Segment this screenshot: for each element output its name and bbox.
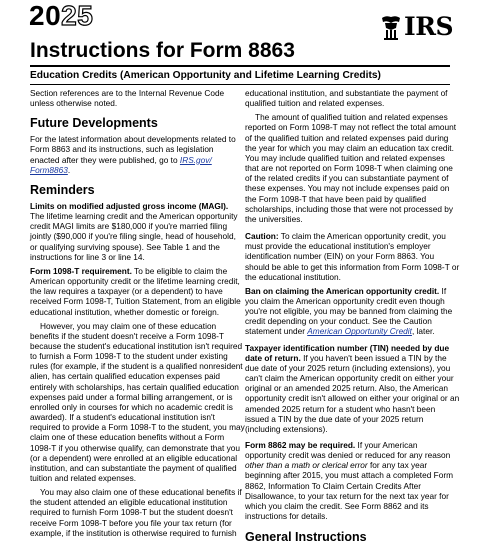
text-line: You may include qualified tuition and related expenses — [245, 152, 445, 163]
text-line: the student attended an eligible educational institution — [30, 497, 228, 508]
text-line: (including extensions). — [245, 423, 328, 434]
text-line: opportunity credit isn't allowed on either your original or an — [245, 393, 460, 404]
text-line: educational institution, and substantiate the payment of — [245, 88, 448, 98]
right-column — [245, 88, 460, 548]
text-line — [245, 440, 451, 450]
text-span: enacted after they were published, go to — [30, 154, 178, 165]
title-rule — [30, 65, 450, 67]
text-line: the law requires a taxpayer (or a dependent) to have — [30, 286, 223, 297]
text-line: Form 8863 and its instructions, such as legislation — [30, 144, 214, 155]
text-line: the educational institution. — [245, 271, 341, 282]
text-line: of the related credits if you can substantiate payment of — [245, 173, 449, 184]
text-line: tuition and related expenses. — [30, 473, 137, 483]
also-paragraph — [30, 487, 242, 538]
heading-reminders: Reminders — [30, 182, 95, 197]
text-line — [30, 155, 236, 165]
text-line: instructions for details. — [245, 511, 328, 522]
text-line: due date of your 2025 return (including extensions), you — [245, 362, 451, 373]
irs-logo — [380, 12, 453, 42]
text-line: opportunity credit was denied or reduced for any reason — [245, 450, 451, 461]
text-line: received Form 1098-T, Tuition Statement, from an eligible — [30, 296, 241, 307]
text-line: or qualifying surviving spouse). See Table 1 and the — [30, 241, 220, 252]
requirement-paragraph — [30, 265, 241, 317]
text-line — [245, 343, 451, 353]
text-line: American opportunity credit or the lifetime learning credit, — [30, 276, 240, 287]
text-line: should be able to get this information from Form 1098-T or — [245, 261, 460, 272]
form-year — [29, 1, 93, 31]
year-solid: 20 — [29, 0, 62, 31]
however-paragraph — [30, 320, 245, 484]
text-line — [245, 353, 451, 363]
subtitle-rule — [30, 84, 450, 85]
irs-wordmark: IRS — [404, 12, 454, 41]
irs-form8863-link-cont[interactable]: Form8863 — [30, 164, 68, 175]
left-column — [30, 88, 245, 542]
magi-paragraph — [30, 201, 236, 262]
tin-heading: Taxpayer identification number (TIN) needed by due — [245, 342, 450, 353]
requirement-heading: Form 1098-T requirement. — [30, 265, 132, 276]
caution-paragraph — [245, 231, 460, 282]
text-line: 1098-T if you otherwise qualify, can demonstrate that you — [30, 442, 240, 453]
irs-eagle-icon — [380, 14, 402, 40]
text-line: 8862, Information To Claim Certain Credits After — [245, 480, 422, 491]
magi-heading: Limits on modified adjusted gross income (MAGI). — [30, 200, 229, 211]
text-line: can't claim the American opportunity credit on either your — [245, 373, 454, 384]
text-line — [245, 326, 451, 336]
amount-paragraph — [245, 112, 457, 224]
text-line: identification number (EIN) on your Form 8863. You — [245, 251, 435, 262]
text-line: However, you may claim one of these education — [40, 320, 217, 331]
text-line: credit depending on your conduct. See the Caution — [245, 316, 432, 327]
text-line: the year for which you may claim an education tax credit. — [245, 142, 454, 153]
text-line — [245, 286, 451, 296]
intro-paragraph — [30, 88, 236, 108]
text-line: instructions for line 3 or line 14. — [30, 251, 145, 262]
form8862-heading: Form 8862 may be required. — [245, 440, 356, 450]
text-span: If your American — [355, 440, 418, 450]
text-line: institution, and can substantiate the payment of qualified — [30, 462, 237, 473]
text-line: you claim the American opportunity credit even though — [245, 295, 445, 306]
irs-form8863-link[interactable]: IRS.gov/ — [179, 154, 212, 165]
text-line: required to furnish Form 1098-T but the student doesn't — [30, 507, 233, 518]
continued-paragraph — [245, 88, 451, 108]
caution-label: Caution: — [245, 231, 279, 242]
ban-heading: Ban on claiming the American opportunity credit. — [245, 285, 440, 296]
text-span: To be eligible to claim the — [131, 265, 228, 276]
tin-paragraph — [245, 342, 460, 434]
text-line: the universities. — [245, 213, 303, 224]
text-line: The amount of qualified tuition and related expenses — [255, 112, 448, 123]
text-line — [245, 460, 451, 470]
heading-future-developments: Future Developments — [30, 116, 158, 131]
text-line: that are not reported on Form 1098-T when claiming one — [245, 163, 453, 174]
text-line: Disallowance, to your tax return for the next tax year for — [245, 490, 449, 501]
text-span: statement under — [245, 326, 308, 337]
text-line: Form8863. — [30, 164, 71, 175]
aoc-link[interactable]: American Opportunity Credit — [307, 326, 412, 337]
text-line: example, if the institution is otherwise required to furnish — [30, 527, 237, 538]
text-line: educational institution, whether domestic or foreign. — [30, 306, 220, 317]
text-line: reported on Form 1098-T may not reflect the total amount — [245, 122, 457, 133]
text-line: of the qualified tuition and related expenses paid during — [245, 132, 449, 143]
text-line: which you claim the credit. See Form 8862 and its — [245, 500, 429, 511]
text-line: The lifetime learning credit and the American opportunity — [30, 211, 238, 222]
text-line — [245, 231, 451, 241]
text-line: issued a TIN by the due date of your 2025 return — [245, 413, 424, 424]
text-line: receive Form 1098-T before you file your tax return (for — [30, 517, 232, 528]
text-line: alien, has certain qualified education expenses paid — [30, 371, 221, 382]
text-line: For the latest information about developments related to — [30, 134, 236, 145]
italic-span: other than a math or clerical error — [245, 460, 368, 471]
text-line: benefits if the student doesn't receive a Form 1098-T — [30, 330, 224, 341]
text-line: you're not eligible, you may be banned from claiming the — [245, 306, 453, 317]
text-line: rules (for example, if the student is a qualified nonresident — [30, 361, 243, 372]
text-line: claim one of these education benefits without a Form — [30, 432, 225, 443]
text-line: You may also claim one of these educational benefits if — [40, 487, 242, 498]
text-line: jointly ($90,000 if you're filing single, head of household, — [30, 231, 236, 242]
text-line: to furnish a Form 1098-T to the student under existing — [30, 351, 228, 362]
text-line — [30, 266, 236, 276]
page-title: Instructions for Form 8863 — [30, 39, 295, 62]
text-span: , later. — [411, 326, 435, 337]
text-span: If — [439, 285, 447, 296]
text-line: the Form 1098-T that have been paid by qualified — [245, 193, 427, 204]
text-line: original or an amended 2025 return. Also, the American — [245, 383, 448, 394]
text-line: required to provide a Form 1098-T to the student, you may — [30, 422, 245, 433]
text-span: If you haven't been issued a TIN by the — [300, 352, 447, 363]
text-line: must provide the educational institution's employer — [245, 241, 431, 252]
text-line: awarded). If a student's educational institution isn't — [30, 412, 215, 423]
text-line: enrolled only in courses for which no academic credit is — [30, 401, 233, 412]
text-line: (or a dependent) were enrolled at an eligible educational — [30, 452, 238, 463]
tin-heading-cont: date of return. — [245, 352, 301, 363]
text-line: because the student's educational institution isn't required — [30, 340, 243, 351]
future-paragraph — [30, 134, 236, 175]
text-span: To claim the American opportunity credit, you — [278, 231, 446, 242]
text-line: unless otherwise noted. — [30, 98, 118, 109]
text-span: for any tax year — [367, 460, 428, 471]
text-line: expenses paid under a formal billing arrangement, or is — [30, 391, 233, 402]
text-line: entirely with scholarships, has certain qualified education — [30, 381, 239, 392]
text-line: amended 2025 return for a student who hasn't been — [245, 403, 436, 414]
text-line: qualified tuition and related expenses. — [245, 98, 385, 109]
text-line — [30, 201, 236, 211]
text-line: beginning after 2015, you must attach a completed Form — [245, 470, 454, 481]
text-line: credit MAGI limits are $180,000 if you're married filing — [30, 221, 228, 232]
text-line: scholarships, including those that were not processed by — [245, 203, 454, 214]
page-subtitle: Education Credits (American Opportunity and Lifetime Learning Credits) — [30, 70, 381, 81]
heading-general-instructions: General Instructions — [245, 530, 367, 545]
text-line: these expenses. You may not include expenses paid on — [245, 183, 450, 194]
text-line: Section references are to the Internal Revenue Code — [30, 88, 225, 98]
form8862-paragraph — [245, 440, 454, 522]
year-outline: 25 — [61, 0, 94, 31]
ban-paragraph — [245, 286, 451, 337]
